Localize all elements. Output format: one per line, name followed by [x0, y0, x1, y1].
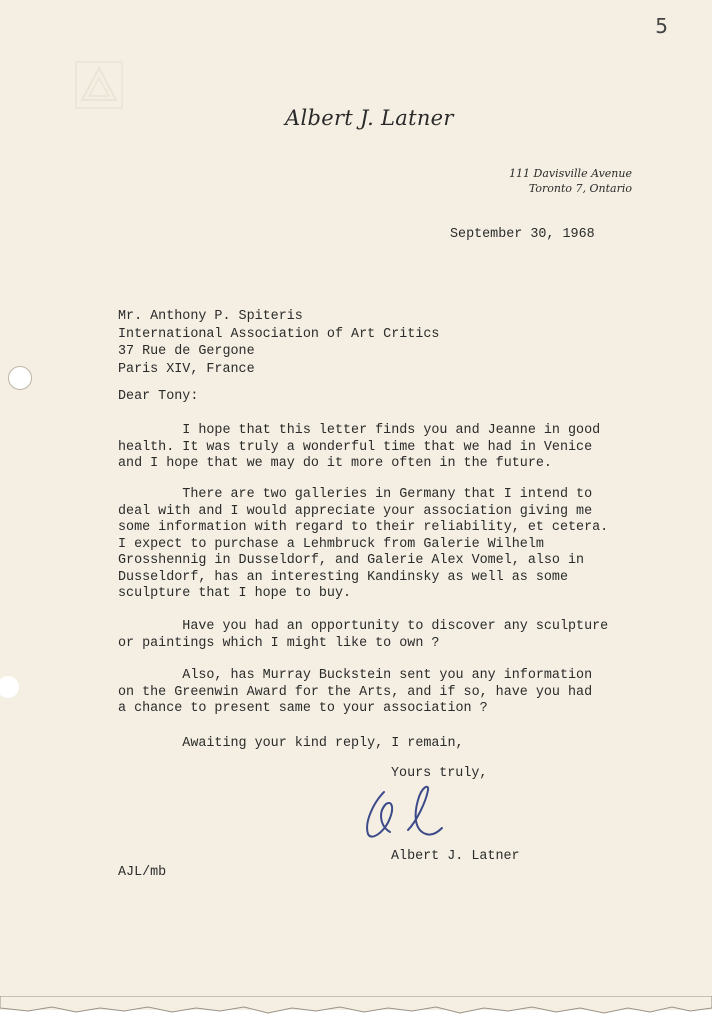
sender-address [452, 166, 632, 196]
body-line: Have you had an opportunity to discover any sculpture [118, 619, 609, 634]
recipient-line: 37 Rue de Gergone [118, 344, 255, 359]
letter-date: September 30, 1968 [450, 227, 595, 242]
body-line: and I hope that we may do it more often in the future. [118, 456, 552, 471]
body-line: a chance to present same to your association ? [118, 701, 488, 716]
salutation: Dear Tony: [118, 389, 199, 404]
body-paragraph-4 [118, 668, 618, 718]
body-line: deal with and I would appreciate your association giving me [118, 503, 593, 519]
body-line: or paintings which I might like to own ? [118, 635, 440, 651]
handwritten-signature [356, 778, 446, 844]
signer-name: Albert J. Latner [391, 849, 520, 864]
body-line: Grosshennig in Dusseldorf, and Galerie Alex Vomel, also in [118, 553, 585, 568]
letterhead-name: Albert J. Latner [285, 106, 454, 130]
body-line: Also, has Murray Buckstein sent you any information [118, 668, 593, 683]
recipient-line: Mr. Anthony P. Spiteris [118, 309, 303, 324]
body-paragraph-1 [118, 423, 618, 473]
body-line: I expect to purchase a Lehmbruck from Galerie Wilhelm [118, 536, 544, 552]
closing: Yours truly, [391, 766, 488, 781]
body-paragraph-3 [118, 619, 618, 652]
embossed-logo-icon [74, 60, 124, 110]
sender-address-line: Toronto 7, Ontario [528, 182, 632, 195]
body-line: some information with regard to their reliability, et cetera. [118, 520, 609, 535]
body-line: There are two galleries in Germany that I intend to [118, 487, 593, 502]
recipient-line: Paris XIV, France [118, 361, 255, 377]
punch-hole [8, 366, 32, 390]
punch-hole [0, 676, 19, 698]
torn-edge [0, 996, 712, 1024]
body-line: health. It was truly a wonderful time that we had in Venice [118, 439, 593, 455]
body-line: on the Greenwin Award for the Arts, and if so, have you had [118, 684, 593, 700]
body-line: Awaiting your kind reply, I remain, [118, 736, 464, 751]
reference-initials: AJL/mb [118, 865, 167, 880]
recipient-address [118, 308, 439, 378]
body-paragraph-5 [118, 736, 618, 753]
page-number: 5 [655, 14, 668, 38]
sender-address-line: 111 Davisville Avenue [509, 167, 632, 180]
recipient-line: International Association of Art Critics [118, 326, 440, 342]
body-line: Dusseldorf, has an interesting Kandinsky as well as some [118, 569, 568, 585]
body-paragraph-2 [118, 487, 618, 603]
body-line: sculpture that I hope to buy. [118, 586, 352, 601]
body-line: I hope that this letter finds you and Jeanne in good [118, 423, 601, 438]
